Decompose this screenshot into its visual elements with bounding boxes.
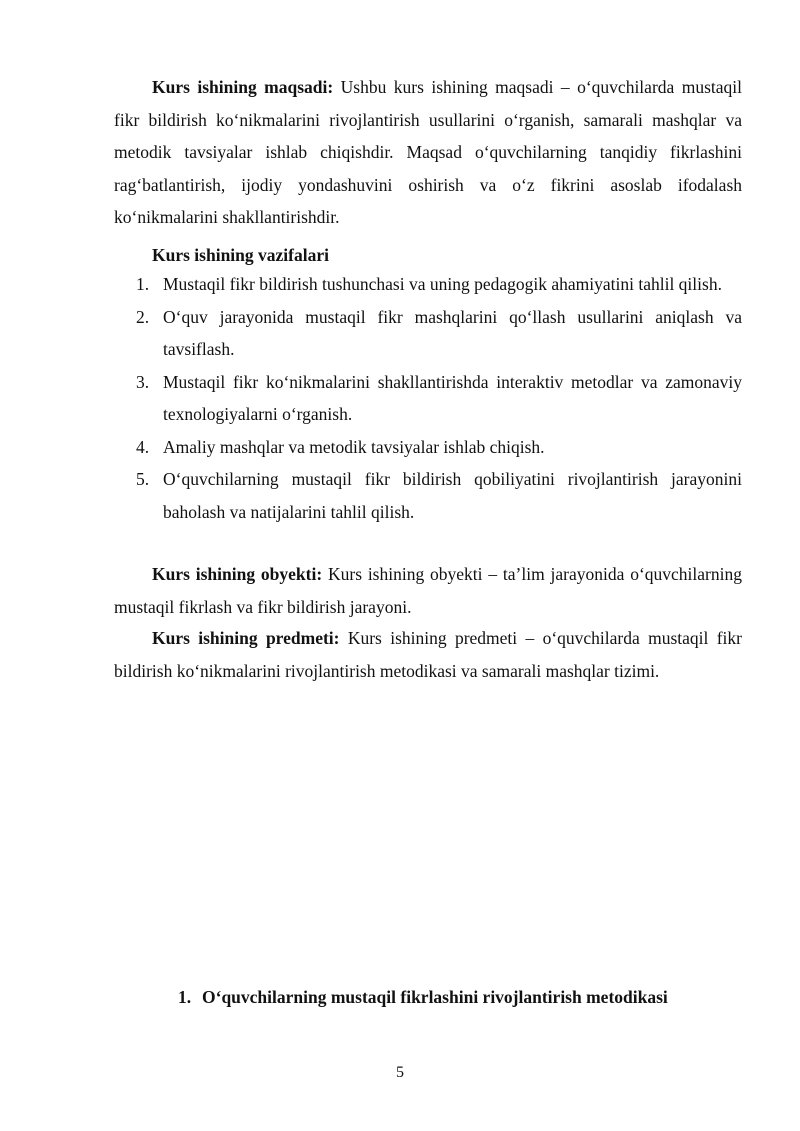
list-item: 3. Mustaqil fikr ko‘nikmalarini shakllantirishda interaktiv metodlar va zamonaviy texnologiyalarni o‘rganish. [136, 371, 742, 424]
subject-paragraph [114, 622, 742, 687]
goal-label: Kurs ishining maqsadi: [152, 77, 334, 97]
object-text: Kurs ishining obyekti – ta’lim jarayonida o‘quvchilarning mustaqil fikrlash va fikr bildirish jarayoni. [114, 564, 742, 617]
list-item: 1. Mustaqil fikr bildirish tushunchasi va uning pedagogik ahamiyatini tahlil qilish. [136, 274, 722, 294]
section-number: 1. [178, 987, 192, 1007]
tasks-list [136, 268, 742, 528]
goal-text: Ushbu kurs ishining maqsadi – o‘quvchilarda mustaqil fikr bildirish ko‘nikmalarini rivojlantirish usullarini o‘rganish, samarali mashqlar va metodik tavsiyalar ishlab chiqishdir. Maqsad o‘quvchilarning tanqidiy fikrlashini rag‘batlantirish, ijodiy yondashuvini oshirish va o‘z fikrini asoslab ifodalash ko‘nikmalarini shakllantirishdir. [114, 77, 742, 227]
list-item: 4. Amaliy mashqlar va metodik tavsiyalar ishlab chiqish. [136, 436, 545, 457]
list-item: 2. O‘quv jarayonida mustaqil fikr mashqlarini qo‘llash usullarini aniqlash va tavsiflash. [136, 306, 742, 359]
section-heading [178, 982, 668, 1012]
tasks-heading: Kurs ishining vazifalari [152, 245, 329, 265]
object-label: Kurs ishining obyekti: [152, 564, 323, 584]
goal-paragraph [114, 71, 742, 234]
page-number: 5 [396, 1064, 404, 1081]
section-title-text: O‘quvchilarning mustaqil fikrlashini rivojlantirish metodikasi [202, 987, 668, 1007]
subject-text: Kurs ishining predmeti – o‘quvchilarda mustaqil fikr bildirish ko‘nikmalarini rivojlantirish metodikasi va samarali mashqlar tizimi. [114, 628, 742, 681]
object-paragraph [114, 558, 742, 623]
list-item: 5. O‘quvchilarning mustaqil fikr bildirish qobiliyatini rivojlantirish jarayonini baholash va natijalarini tahlil qilish. [136, 469, 742, 522]
subject-label: Kurs ishining predmeti: [152, 628, 340, 648]
